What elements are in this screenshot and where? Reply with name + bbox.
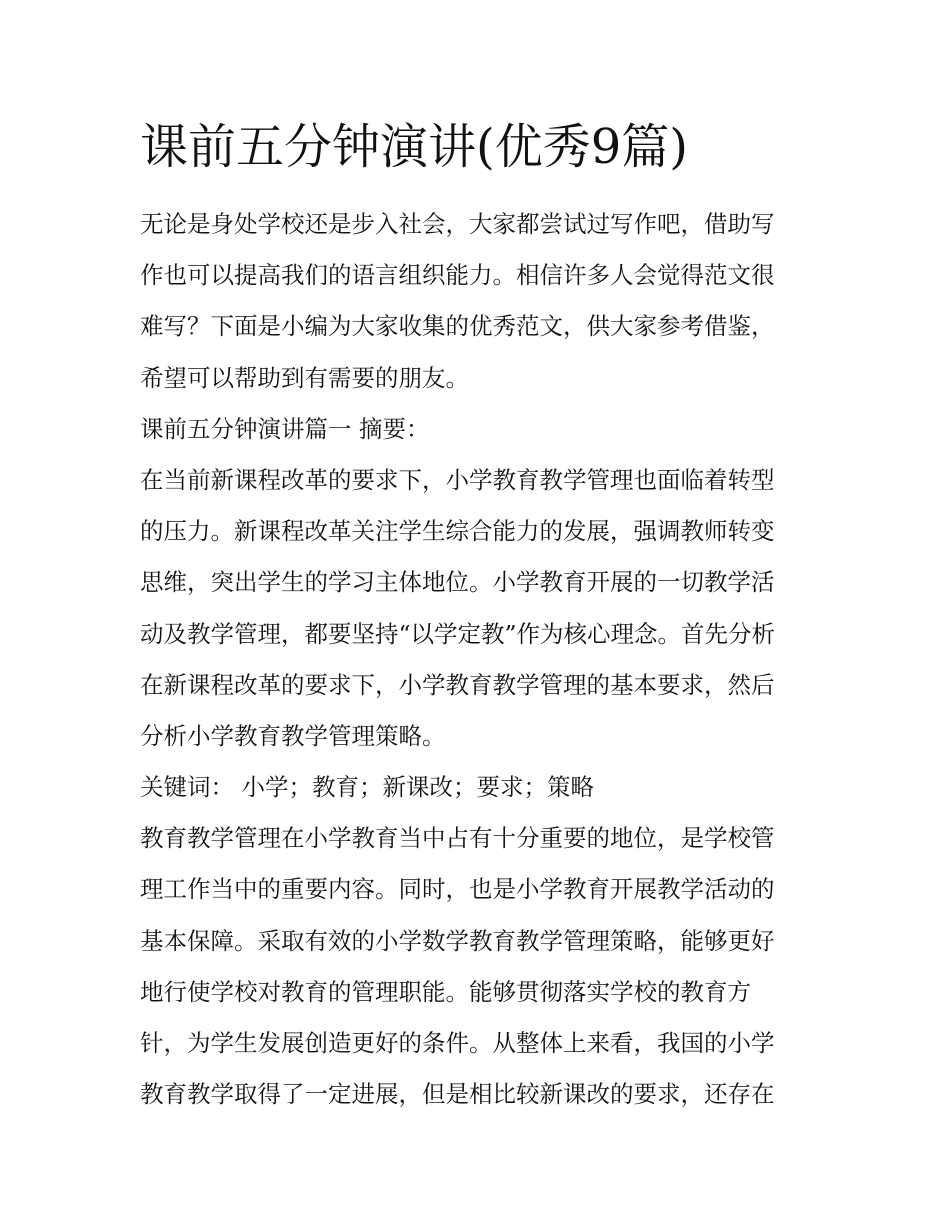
text-line-intro-1: 无论是身处学校还是步入社会，大家都尝试过写作吧，借助写 [140,210,775,238]
document-body [140,199,812,1120]
text-line-abstract-1: 在当前新课程改革的要求下，小学教育教学管理也面临着转型 [140,465,775,494]
section-heading-1: 课前五分钟演讲篇一 摘要： [140,414,430,443]
keywords-line: 关键词： 小学；教育；新课改；要求；策略 [140,773,594,802]
text-line-abstract-3: 思维，突出学生的学习主体地位。小学教育开展的一切教学活 [140,568,775,597]
text-line-body-2: 理工作当中的重要内容。同时，也是小学教育开展教学活动的 [140,875,775,904]
text-line-body-4: 地行使学校对教育的管理职能。能够贯彻落实学校的教育方 [140,977,751,1006]
text-line-body-6: 教育教学取得了一定进展，但是相比较新课改的要求，还存在 [140,1080,775,1109]
text-line-body-3: 基本保障。采取有效的小学数学教育教学管理策略，能够更好 [140,926,775,955]
text-line-abstract-5: 在新课程改革的要求下，小学教育教学管理的基本要求，然后 [140,670,775,699]
text-line-body-1: 教育教学管理在小学教育当中占有十分重要的地位，是学校管 [140,824,775,853]
text-line-intro-3: 难写？下面是小编为大家收集的优秀范文，供大家参考借鉴， [140,312,775,341]
text-line-intro-4: 希望可以帮助到有需要的朋友。 [140,363,469,392]
text-line-intro-2: 作也可以提高我们的语言组织能力。相信许多人会觉得范文很 [140,261,775,290]
text-line-abstract-6: 分析小学教育教学管理策略。 [140,721,446,750]
text-line-body-5: 针，为学生发展创造更好的条件。从整体上来看，我国的小学 [140,1029,775,1057]
text-line-abstract-4: 动及教学管理，都要坚持“以学定教”作为核心理念。首先分析 [140,619,776,648]
text-line-abstract-2: 的压力。新课程改革关注学生综合能力的发展，强调教师转变 [140,517,775,546]
document-title: 课前五分钟演讲(优秀9篇) [140,119,688,175]
